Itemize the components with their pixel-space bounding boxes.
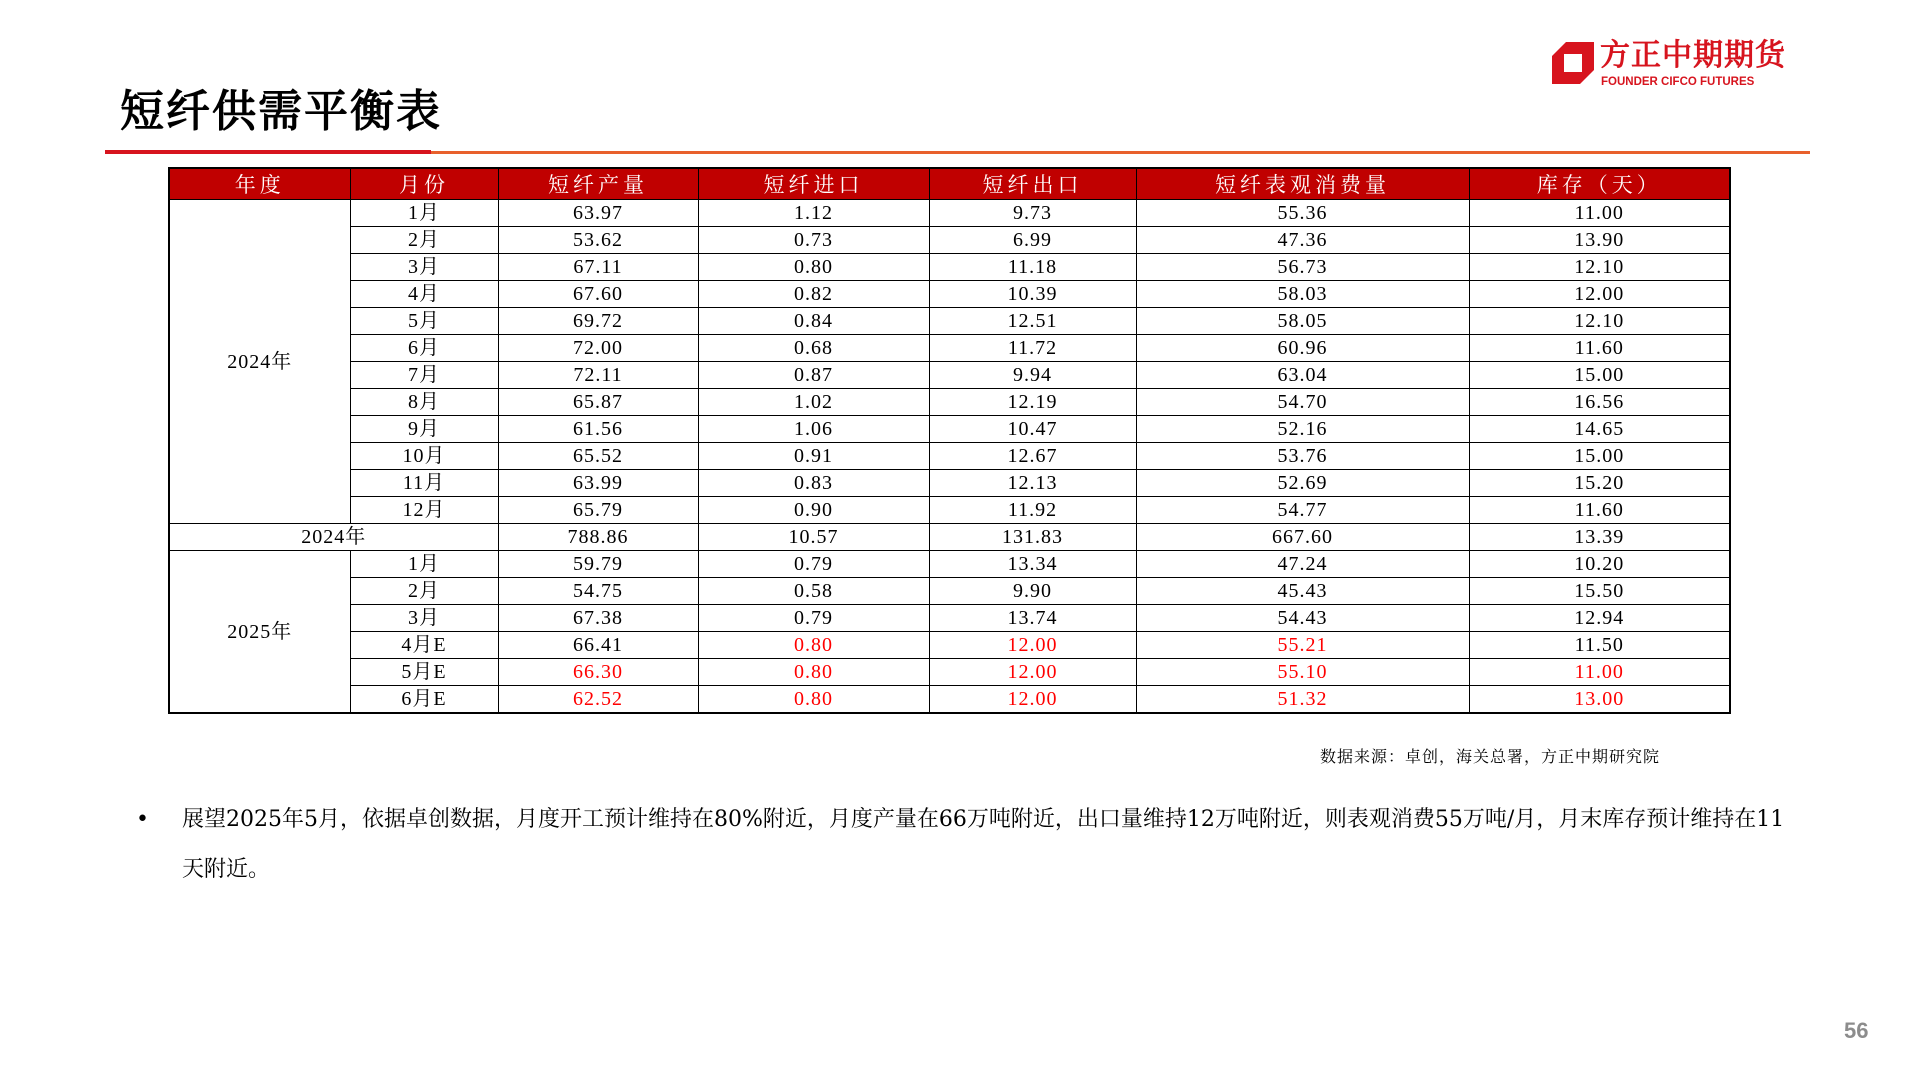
consumption-cell: 60.96 <box>1136 335 1469 362</box>
table-row <box>169 227 1730 254</box>
inventory-cell: 15.00 <box>1469 443 1730 470</box>
consumption-cell: 54.43 <box>1136 605 1469 632</box>
import-cell: 0.80 <box>698 686 929 714</box>
table-row <box>169 686 1730 714</box>
month-cell: 4月 <box>350 281 498 308</box>
inventory-cell: 11.60 <box>1469 335 1730 362</box>
production-cell: 66.30 <box>498 659 698 686</box>
export-cell: 10.47 <box>929 416 1136 443</box>
total-production-cell: 788.86 <box>498 524 698 551</box>
production-cell: 61.56 <box>498 416 698 443</box>
export-cell: 12.00 <box>929 659 1136 686</box>
title-underline-red <box>105 150 431 154</box>
supply-demand-balance-table <box>168 167 1731 714</box>
table-row <box>169 254 1730 281</box>
import-cell: 1.02 <box>698 389 929 416</box>
export-cell: 13.34 <box>929 551 1136 578</box>
month-cell: 9月 <box>350 416 498 443</box>
inventory-cell: 11.00 <box>1469 200 1730 227</box>
total-export-cell: 131.83 <box>929 524 1136 551</box>
production-cell: 66.41 <box>498 632 698 659</box>
export-cell: 13.74 <box>929 605 1136 632</box>
inventory-cell: 12.94 <box>1469 605 1730 632</box>
inventory-cell: 10.20 <box>1469 551 1730 578</box>
table-row <box>169 605 1730 632</box>
inventory-cell: 14.65 <box>1469 416 1730 443</box>
logo-chinese-name: 方正中期期货 <box>1600 38 1786 73</box>
month-cell: 1月 <box>350 551 498 578</box>
column-header-export: 短纤出口 <box>929 168 1136 200</box>
inventory-cell: 11.00 <box>1469 659 1730 686</box>
founder-cifco-logo-icon <box>1552 42 1594 84</box>
consumption-cell: 55.36 <box>1136 200 1469 227</box>
table-row <box>169 551 1730 578</box>
inventory-cell: 13.90 <box>1469 227 1730 254</box>
table-row <box>169 200 1730 227</box>
table-row <box>169 308 1730 335</box>
title-underline-orange <box>431 151 1810 154</box>
consumption-cell: 47.36 <box>1136 227 1469 254</box>
bullet-marker: • <box>136 807 149 832</box>
inventory-cell: 11.60 <box>1469 497 1730 524</box>
import-cell: 0.80 <box>698 632 929 659</box>
production-cell: 65.52 <box>498 443 698 470</box>
import-cell: 0.84 <box>698 308 929 335</box>
table-header-row <box>169 168 1730 200</box>
total-consumption-cell: 667.60 <box>1136 524 1469 551</box>
import-cell: 0.79 <box>698 551 929 578</box>
consumption-cell: 45.43 <box>1136 578 1469 605</box>
table-row <box>169 335 1730 362</box>
consumption-cell: 55.21 <box>1136 632 1469 659</box>
export-cell: 12.13 <box>929 470 1136 497</box>
page-title: 短纤供需平衡表 <box>120 86 442 137</box>
table-row <box>169 578 1730 605</box>
month-cell: 12月 <box>350 497 498 524</box>
table-row <box>169 497 1730 524</box>
month-cell: 2月 <box>350 227 498 254</box>
month-cell: 10月 <box>350 443 498 470</box>
production-cell: 59.79 <box>498 551 698 578</box>
table-row <box>169 416 1730 443</box>
table-row <box>169 443 1730 470</box>
table-row <box>169 362 1730 389</box>
table-row <box>169 470 1730 497</box>
inventory-cell: 15.50 <box>1469 578 1730 605</box>
inventory-cell: 12.00 <box>1469 281 1730 308</box>
outlook-bullet <box>136 795 1796 895</box>
column-header-import: 短纤进口 <box>698 168 929 200</box>
table-row <box>169 389 1730 416</box>
export-cell: 9.73 <box>929 200 1136 227</box>
total-import-cell: 10.57 <box>698 524 929 551</box>
consumption-cell: 52.69 <box>1136 470 1469 497</box>
consumption-cell: 58.05 <box>1136 308 1469 335</box>
export-cell: 10.39 <box>929 281 1136 308</box>
import-cell: 1.12 <box>698 200 929 227</box>
column-header-month: 月份 <box>350 168 498 200</box>
month-cell: 11月 <box>350 470 498 497</box>
export-cell: 6.99 <box>929 227 1136 254</box>
inventory-cell: 15.00 <box>1469 362 1730 389</box>
export-cell: 12.51 <box>929 308 1136 335</box>
import-cell: 0.79 <box>698 605 929 632</box>
consumption-cell: 54.77 <box>1136 497 1469 524</box>
import-cell: 0.83 <box>698 470 929 497</box>
year-cell: 2024年 <box>169 200 350 524</box>
month-cell: 5月 <box>350 308 498 335</box>
column-header-inventory: 库存（天） <box>1469 168 1730 200</box>
export-cell: 12.19 <box>929 389 1136 416</box>
month-cell: 3月 <box>350 605 498 632</box>
total-label-cell: 2024年 <box>169 524 498 551</box>
production-cell: 67.38 <box>498 605 698 632</box>
month-cell: 6月 <box>350 335 498 362</box>
production-cell: 72.11 <box>498 362 698 389</box>
consumption-cell: 58.03 <box>1136 281 1469 308</box>
column-header-consumption: 短纤表观消费量 <box>1136 168 1469 200</box>
data-source-note: 数据来源：卓创，海关总署，方正中期研究院 <box>1320 747 1661 766</box>
month-cell: 4月E <box>350 632 498 659</box>
month-cell: 6月E <box>350 686 498 714</box>
export-cell: 12.00 <box>929 632 1136 659</box>
total-row <box>169 524 1730 551</box>
inventory-cell: 12.10 <box>1469 308 1730 335</box>
company-logo <box>1548 40 1818 90</box>
consumption-cell: 55.10 <box>1136 659 1469 686</box>
export-cell: 11.72 <box>929 335 1136 362</box>
inventory-cell: 11.50 <box>1469 632 1730 659</box>
page-number: 56 <box>1844 1018 1869 1043</box>
export-cell: 12.00 <box>929 686 1136 714</box>
import-cell: 0.73 <box>698 227 929 254</box>
outlook-text: 展望2025年5月，依据卓创数据，月度开工预计维持在80%附近，月度产量在66万吨附近，出口量维持12万吨附近，则表观消费55万吨/月，月末库存预计维持在11天附近。 <box>182 807 1785 882</box>
month-cell: 7月 <box>350 362 498 389</box>
production-cell: 65.87 <box>498 389 698 416</box>
table-row <box>169 659 1730 686</box>
inventory-cell: 12.10 <box>1469 254 1730 281</box>
production-cell: 63.97 <box>498 200 698 227</box>
table-row <box>169 632 1730 659</box>
export-cell: 9.90 <box>929 578 1136 605</box>
consumption-cell: 51.32 <box>1136 686 1469 714</box>
production-cell: 69.72 <box>498 308 698 335</box>
consumption-cell: 52.16 <box>1136 416 1469 443</box>
import-cell: 0.82 <box>698 281 929 308</box>
production-cell: 62.52 <box>498 686 698 714</box>
import-cell: 0.80 <box>698 659 929 686</box>
month-cell: 3月 <box>350 254 498 281</box>
month-cell: 5月E <box>350 659 498 686</box>
production-cell: 65.79 <box>498 497 698 524</box>
year-cell: 2025年 <box>169 551 350 714</box>
production-cell: 63.99 <box>498 470 698 497</box>
import-cell: 0.91 <box>698 443 929 470</box>
production-cell: 67.60 <box>498 281 698 308</box>
import-cell: 1.06 <box>698 416 929 443</box>
production-cell: 53.62 <box>498 227 698 254</box>
consumption-cell: 56.73 <box>1136 254 1469 281</box>
month-cell: 2月 <box>350 578 498 605</box>
import-cell: 0.58 <box>698 578 929 605</box>
export-cell: 12.67 <box>929 443 1136 470</box>
column-header-production: 短纤产量 <box>498 168 698 200</box>
consumption-cell: 54.70 <box>1136 389 1469 416</box>
production-cell: 54.75 <box>498 578 698 605</box>
inventory-cell: 13.00 <box>1469 686 1730 714</box>
inventory-cell: 16.56 <box>1469 389 1730 416</box>
import-cell: 0.68 <box>698 335 929 362</box>
production-cell: 72.00 <box>498 335 698 362</box>
table-row <box>169 281 1730 308</box>
import-cell: 0.80 <box>698 254 929 281</box>
export-cell: 11.18 <box>929 254 1136 281</box>
export-cell: 9.94 <box>929 362 1136 389</box>
import-cell: 0.90 <box>698 497 929 524</box>
consumption-cell: 47.24 <box>1136 551 1469 578</box>
month-cell: 1月 <box>350 200 498 227</box>
logo-english-name: FOUNDER CIFCO FUTURES <box>1601 76 1755 88</box>
consumption-cell: 53.76 <box>1136 443 1469 470</box>
inventory-cell: 15.20 <box>1469 470 1730 497</box>
production-cell: 67.11 <box>498 254 698 281</box>
total-inventory-cell: 13.39 <box>1469 524 1730 551</box>
month-cell: 8月 <box>350 389 498 416</box>
column-header-year: 年度 <box>169 168 350 200</box>
export-cell: 11.92 <box>929 497 1136 524</box>
import-cell: 0.87 <box>698 362 929 389</box>
consumption-cell: 63.04 <box>1136 362 1469 389</box>
